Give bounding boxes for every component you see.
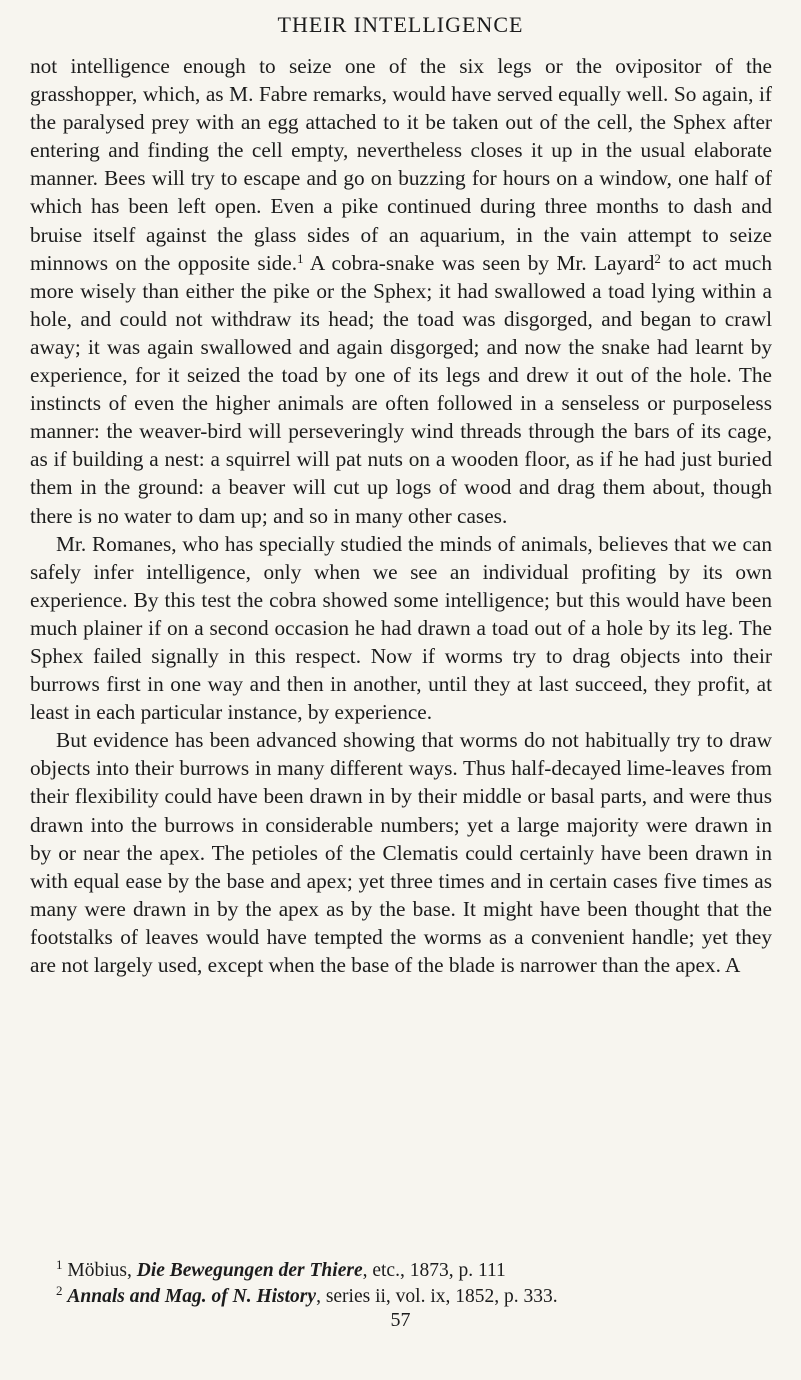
footnote-ref-1: 1 [297, 250, 304, 266]
text-run: not intelligence enough to seize one of the six legs or the ovipositor of the grasshopper, which, as M. Fabre remarks, would have served equally well. So again, if the paralysed prey with an egg attached to it be taken out of the cell, the Sphex after entering and finding the cell empty, nevertheless closes it up in the usual elaborate manner. Bees will try to escape and go on buzzing for hours on a window, one half of which has been left open. Even a pike continued during three months to dash and bruise itself against the glass sides of an aquarium, in the vain attempt to seize minnows on the opposite side. [30, 54, 772, 275]
text-run: to act much more wisely than either the pike or the Sphex; it had swallowed a toad lying within a hole, and could not withdraw its head; the toad was disgorged, and began to crawl away; it was again swallowed and again disgorged; and now the snake had learnt by experience, for it seized the toad by one of its legs and drew it out of the hole. The instincts of even the higher animals are often followed in a senseless or purposeless manner: the weaver-bird will perseveringly wind threads through the bars of its cage, as if building a nest: a squirrel will pat nuts on a wooden floor, as if he had just buried them in the ground: a beaver will cut up logs of wood and drag them about, though there is no water to dam up; and so in many other cases. [30, 250, 772, 528]
footnote-title: Die Bewegungen der Thiere [136, 1260, 363, 1281]
footnote-1 [56, 1258, 772, 1284]
paragraph-1 [30, 52, 772, 530]
paragraph-3 [30, 726, 772, 979]
footnote-2 [56, 1284, 772, 1310]
footnote-number: 1 [56, 1257, 63, 1272]
text-run: A cobra-snake was seen by Mr. Layard [303, 250, 655, 275]
footnote-text: , etc., 1873, p. 111 [362, 1260, 506, 1281]
body-text [30, 52, 772, 979]
footnote-text: Möbius, [62, 1260, 137, 1281]
running-head: THEIR INTELLIGENCE [277, 12, 524, 37]
text-run: Mr. Romanes, who has specially studied the minds of animals, believes that we can safely infer intelligence, only when we see an individual profiting by its own experience. By this test the cobra showed some intelligence; but this would have been much plainer if on a second occasion he had drawn a toad out of a hole by its leg. The Sphex failed signally in this respect. Now if worms try to drag objects into their burrows first in one way and then in another, until they at last succeed, they profit, at least in each particular instance, by experience. [30, 531, 772, 725]
footnote-ref-2: 2 [654, 250, 661, 266]
text-run: But evidence has been advanced showing that worms do not habitually try to draw objects into their burrows in many different ways. Thus half-decayed lime-leaves from their flexibility could have been drawn in by their middle or basal parts, and were thus drawn into the burrows in considerable numbers; yet a large majority were drawn in by or near the apex. The petioles of the Clematis could certainly have been drawn in with equal ease by the base and apex; yet three times and in certain cases five times as many were drawn in by the apex as by the base. It might have been thought that the footstalks of leaves would have tempted the worms as a convenient handle; yet they are not largely used, except when the base of the blade is narrower than the apex. A [30, 728, 772, 977]
page-number: 57 [390, 1309, 411, 1331]
footnote-number: 2 [56, 1283, 63, 1298]
paragraph-2 [30, 530, 772, 727]
footnote-title: Annals and Mag. of N. History [67, 1286, 317, 1307]
footnotes [56, 1258, 772, 1310]
footnote-text: , series ii, vol. ix, 1852, p. 333. [316, 1286, 558, 1307]
